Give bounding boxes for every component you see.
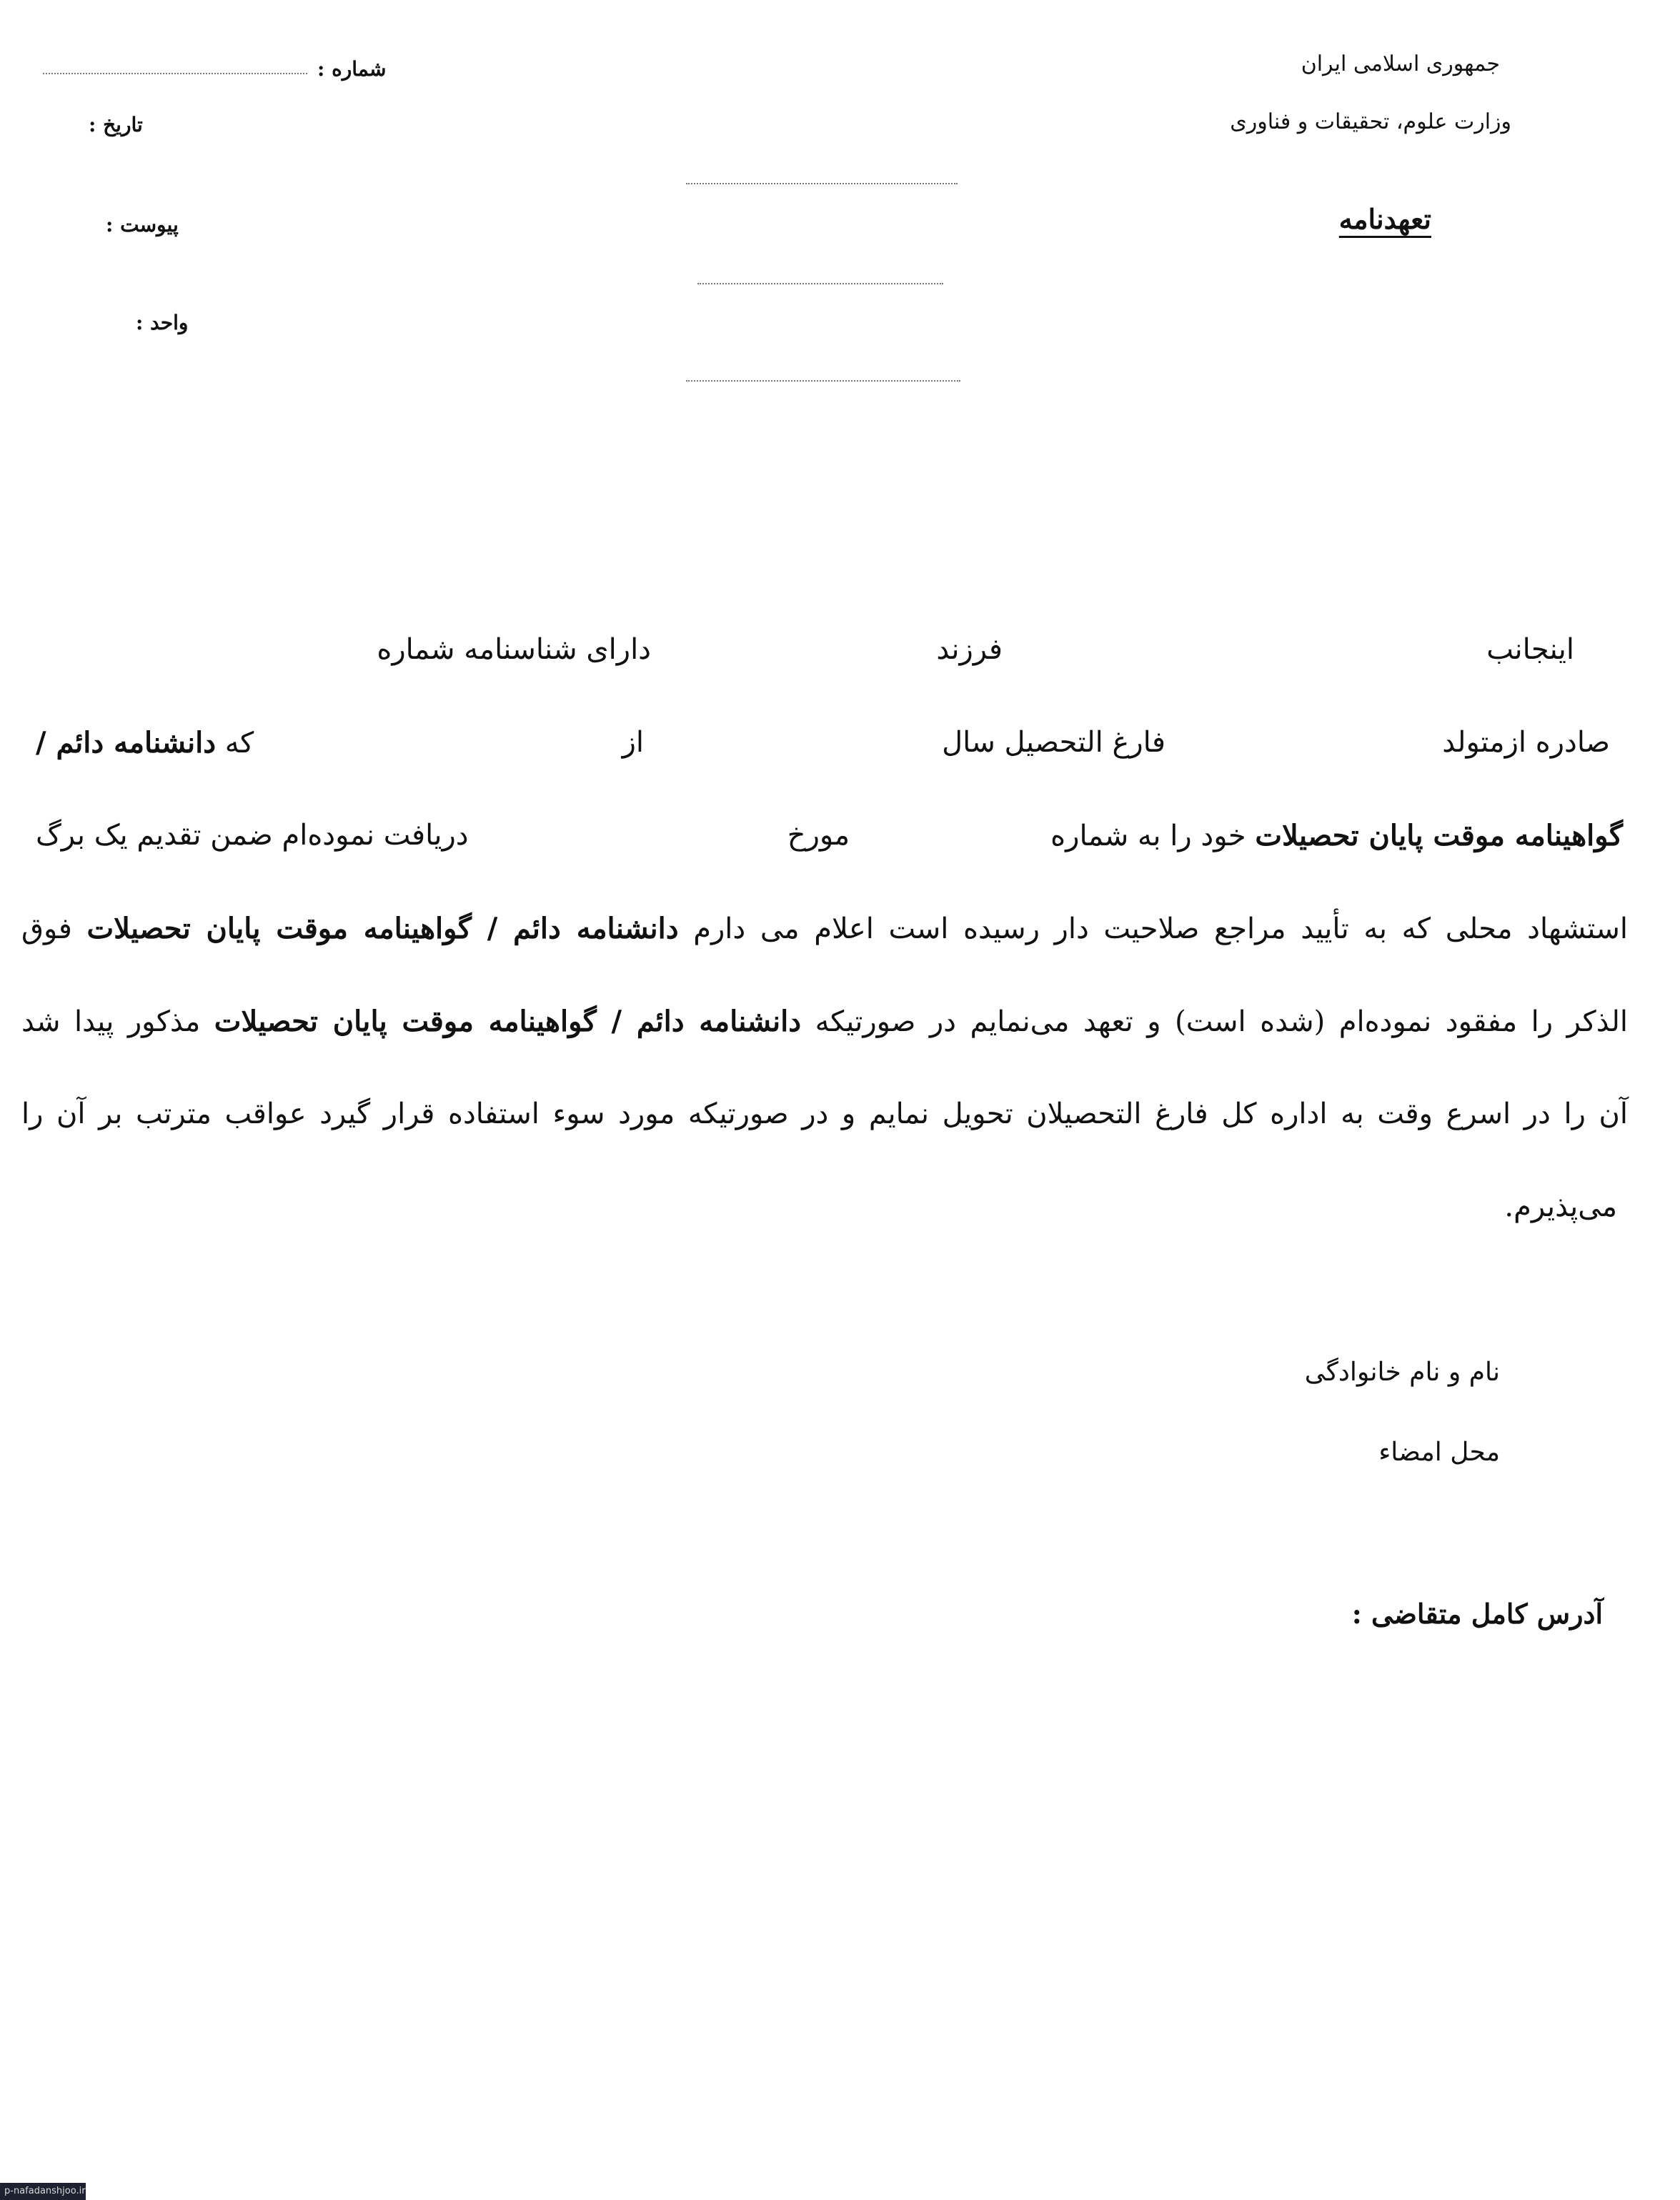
row3-part-2: مورخ xyxy=(787,819,850,852)
row2-word-4: که دانشنامه دائم / xyxy=(36,726,254,760)
row3-bold: گواهینامه موقت پایان تحصیلات xyxy=(1255,819,1623,852)
row7: می‌پذیرم. xyxy=(1504,1190,1617,1223)
name-label: نام و نام خانوادگی xyxy=(1304,1358,1500,1387)
attachment-label: پیوست : xyxy=(106,213,179,237)
row2-word-2: فارغ التحصیل سال xyxy=(942,726,1165,759)
row5: الذکر را مفقود نموده‌ام (شده است) و تعهد می‌نمایم در صورتیکه دانشنامه دائم / گواهینامه موقت پایان تحصیلات مذکور پیدا شد xyxy=(21,1005,1628,1038)
center-dotted-line-1 xyxy=(686,183,958,184)
row5-bold: دانشنامه دائم / گواهینامه موقت پایان تحصیلات xyxy=(214,1005,802,1038)
row1-word-2: فرزند xyxy=(936,633,1003,666)
date-label: تاریخ : xyxy=(89,113,143,136)
address-label: آدرس کامل متقاضی : xyxy=(1351,1598,1603,1630)
form-title: تعهدنامه xyxy=(1338,203,1431,235)
number-field-line xyxy=(43,73,307,74)
row4: استشهاد محلی که به تأیید مراجع صلاحیت دار رسیده است اعلام می دارم دانشنامه دائم / گواهینامه موقت پایان تحصیلات فوق xyxy=(21,912,1628,945)
row1-word-3: دارای شناسنامه شماره xyxy=(377,633,651,666)
footer-badge: p-nafadanshjoo.ir xyxy=(0,2183,86,2200)
row3-part-3: دریافت نموده‌ام ضمن تقدیم یک برگ xyxy=(36,819,469,852)
center-dotted-line-2 xyxy=(697,283,943,284)
center-dotted-line-3 xyxy=(686,380,960,382)
row3-part-1: گواهینامه موقت پایان تحصیلات خود را به شماره xyxy=(1050,819,1623,852)
row6: آن را در اسرع وقت به اداره کل فارغ التحصیلان تحویل نمایم و در صورتیکه مورد سوء استفاده قرار گیرد عواقب مترتب بر آن را xyxy=(21,1097,1628,1130)
row4-bold: دانشنامه دائم / گواهینامه موقت پایان تحصیلات xyxy=(86,912,679,945)
row1-word-1: اینجانب xyxy=(1486,633,1574,666)
row2-word-3: از xyxy=(622,726,644,759)
unit-label: واحد : xyxy=(136,311,189,334)
org-line-1: جمهوری اسلامی ایران xyxy=(1301,51,1500,76)
number-label: شماره : xyxy=(317,57,387,81)
row2-word-1: صادره ازمتولد xyxy=(1442,726,1610,759)
signature-label: محل امضاء xyxy=(1378,1438,1500,1467)
row2-bold: دانشنامه دائم / xyxy=(36,726,217,760)
org-line-2: وزارت علوم، تحقیقات و فناوری xyxy=(1230,109,1511,134)
